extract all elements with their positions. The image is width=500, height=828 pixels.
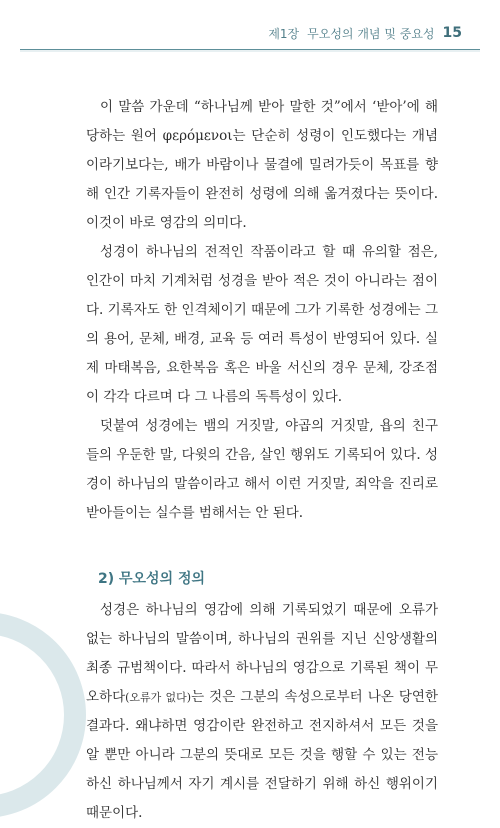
section-heading: 2) 무오성의 정의 (98, 571, 206, 587)
section-text-before: 성경은 하나님의 영감에 의해 기록되었기 때문에 오류가 없는 하나님의 말씀이며, 하나님의 권위를 지닌 신앙생활의 최종 규범책이다. 따라서 하나님의 영감으로 기록된 책이 무오하다 (86, 602, 438, 705)
decorative-circle (0, 612, 86, 818)
section-parenthetical: (오류가 없다) (125, 691, 192, 704)
section-text-after: 는 것은 그분의 속성으로부터 나온 당연한 결과다. 왜냐하면 영감이란 완전하고 전지하셔서 모든 것을 알 뿐만 아니라 그분의 뜻대로 모든 것을 행할 수 있는 전능하신 하나님께서 자기 계시를 전달하기 위해 하신 행위이기 때문이다. (86, 689, 438, 821)
paragraph-1: 이 말씀 가운데 “하나님께 받아 말한 것”에서 ‘받아’에 해당하는 원어 φερόμενοι는 단순히 성령이 인도했다는 개념이라기보다는, 배가 바람이나 물결에 밀려가듯이 목표를 향해 인간 기록자들이 완전히 성령에 의해 옮겨졌다는 뜻이다. 이것이 바로 영감의 의미다. (86, 99, 438, 231)
paragraph-2: 성경이 하나님의 전적인 작품이라고 할 때 유의할 점은, 인간이 마치 기계처럼 성경을 받아 적은 것이 아니라는 점이다. 기록자도 한 인격체이기 때문에 그가 기록한 성경에는 그의 용어, 문체, 배경, 교육 등 여러 특성이 반영되어 있다. 실제 마태복음, 요한복음 혹은 바울 서신의 경우 문체, 강조점이 각각 다르며 다 그 나름의 독특성이 있다. (86, 244, 438, 405)
page-number: 15 (442, 25, 462, 41)
chapter-label: 제1장 (268, 26, 300, 41)
chapter-title: 무오성의 개념 및 중요성 (307, 26, 435, 41)
running-header (268, 20, 462, 46)
page-body (86, 93, 438, 828)
section-paragraph (86, 596, 438, 828)
header-divider (20, 49, 480, 52)
paragraph-3: 덧붙여 성경에는 뱀의 거짓말, 야곱의 거짓말, 욥의 친구들의 우둔한 말, 다윗의 간음, 살인 행위도 기록되어 있다. 성경이 하나님의 말씀이라고 해서 이런 거짓말, 죄악을 진리로 받아들이는 실수를 범해서는 안 된다. (86, 418, 438, 521)
